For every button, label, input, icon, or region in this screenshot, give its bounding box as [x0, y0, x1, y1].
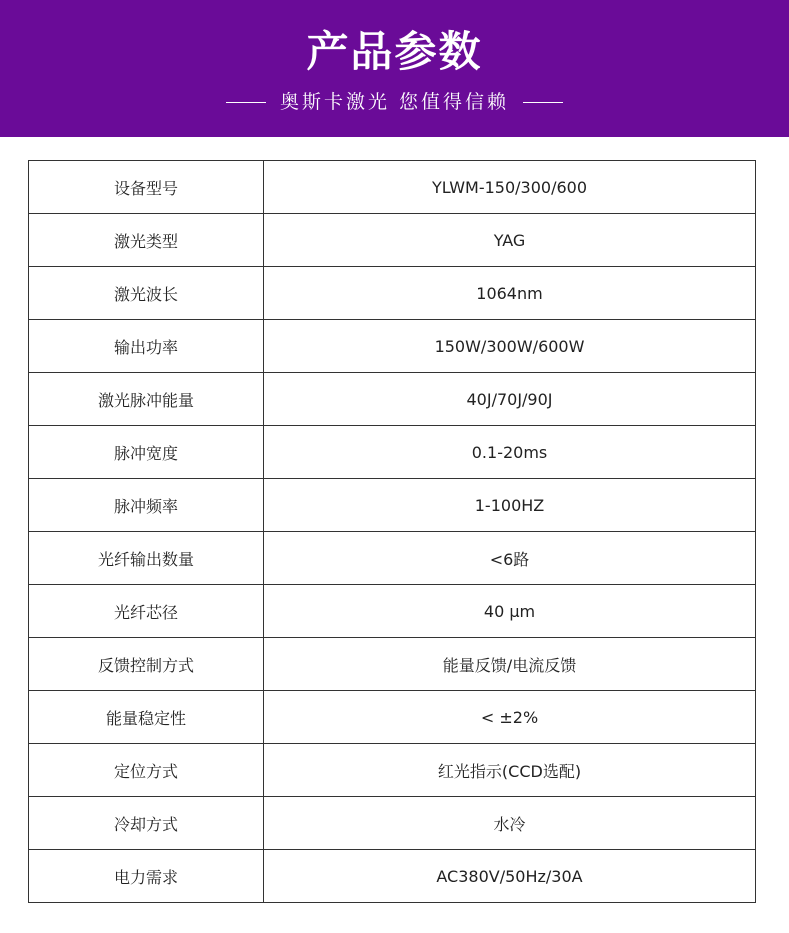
spec-table [28, 160, 756, 903]
spec-value: <6路 [264, 532, 756, 585]
spec-label: 冷却方式 [29, 797, 264, 850]
table-row [29, 797, 756, 850]
table-row [29, 585, 756, 638]
table-row [29, 426, 756, 479]
table-row [29, 267, 756, 320]
spec-label: 激光类型 [29, 214, 264, 267]
spec-label: 脉冲频率 [29, 479, 264, 532]
spec-value: 40J/70J/90J [264, 373, 756, 426]
table-row [29, 638, 756, 691]
spec-label: 光纤芯径 [29, 585, 264, 638]
spec-value: 40 μm [264, 585, 756, 638]
spec-value: 1-100HZ [264, 479, 756, 532]
slogan-row [0, 88, 789, 116]
spec-value: 1064nm [264, 267, 756, 320]
table-row [29, 691, 756, 744]
spec-label: 能量稳定性 [29, 691, 264, 744]
spec-value: AC380V/50Hz/30A [264, 850, 756, 903]
spec-value: 150W/300W/600W [264, 320, 756, 373]
table-row [29, 214, 756, 267]
spec-value: YAG [264, 214, 756, 267]
header-banner [0, 0, 789, 137]
slogan-text: 奥斯卡激光 您值得信赖 [279, 91, 510, 113]
spec-label: 反馈控制方式 [29, 638, 264, 691]
table-row [29, 744, 756, 797]
spec-label: 输出功率 [29, 320, 264, 373]
slogan-divider-right [523, 102, 563, 103]
spec-value: YLWM-150/300/600 [264, 161, 756, 214]
table-row [29, 532, 756, 585]
spec-label: 激光脉冲能量 [29, 373, 264, 426]
spec-value: 水冷 [264, 797, 756, 850]
table-row [29, 373, 756, 426]
spec-value: 红光指示(CCD选配) [264, 744, 756, 797]
spec-value: 0.1-20ms [264, 426, 756, 479]
table-row [29, 850, 756, 903]
spec-value: < ±2% [264, 691, 756, 744]
spec-value: 能量反馈/电流反馈 [264, 638, 756, 691]
spec-label: 脉冲宽度 [29, 426, 264, 479]
table-row [29, 479, 756, 532]
spec-label: 激光波长 [29, 267, 264, 320]
spec-label: 定位方式 [29, 744, 264, 797]
spec-label: 电力需求 [29, 850, 264, 903]
page-title: 产品参数 [306, 27, 483, 76]
spec-label: 光纤输出数量 [29, 532, 264, 585]
spec-label: 设备型号 [29, 161, 264, 214]
slogan-divider-left [226, 102, 266, 103]
table-row [29, 161, 756, 214]
table-row [29, 320, 756, 373]
